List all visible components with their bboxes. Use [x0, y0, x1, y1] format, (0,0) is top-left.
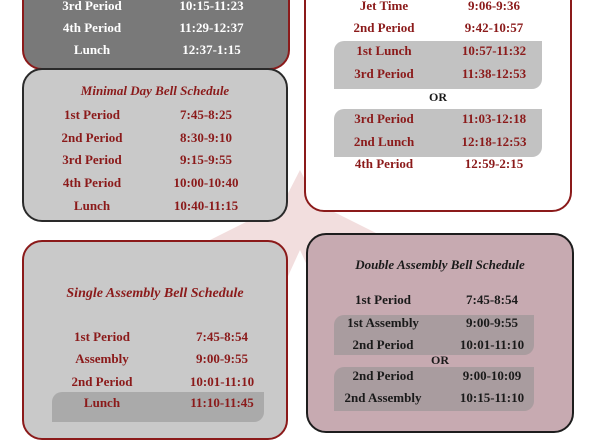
period-label: Lunch	[73, 42, 111, 57]
schedule-row	[308, 313, 572, 333]
schedule-row	[306, 18, 570, 38]
schedule-row	[24, 0, 288, 16]
period-label: 3rd Period	[354, 66, 414, 81]
period-time: 9:00-10:09	[462, 368, 522, 383]
period-time: 7:45-8:54	[196, 329, 248, 344]
single-assembly-schedule-box	[22, 240, 288, 440]
period-label: 3rd Period	[62, 152, 122, 167]
period-time: 12:59-2:15	[464, 156, 524, 171]
minimal-day-schedule-box	[22, 68, 288, 222]
schedule-row	[24, 18, 288, 38]
period-label: 1st Assembly	[347, 315, 419, 330]
period-time: 11:03-12:18	[461, 111, 527, 126]
period-label: 2nd Period	[71, 374, 133, 389]
schedule-row	[24, 372, 286, 392]
period-label: 1st Period	[64, 107, 120, 122]
period-time: 8:30-9:10	[180, 130, 232, 145]
schedule-row	[308, 290, 572, 310]
top-left-schedule-box	[22, 0, 290, 70]
schedule-title: Single Assembly Bell Schedule	[66, 286, 244, 301]
period-time: 10:00-10:40	[173, 175, 239, 190]
schedule-row	[308, 388, 572, 408]
schedule-row	[24, 150, 286, 170]
period-label: 4th Period	[62, 175, 122, 190]
schedule-row	[306, 64, 570, 84]
period-label: Lunch	[73, 198, 111, 213]
schedule-row	[24, 349, 286, 369]
period-time: 10:01-11:10	[459, 337, 525, 352]
period-label: 1st Period	[74, 329, 130, 344]
schedule-row	[306, 132, 570, 152]
period-time: 11:29-12:37	[179, 20, 244, 35]
period-time: 7:45-8:54	[466, 292, 518, 307]
schedule-title: Minimal Day Bell Schedule	[80, 83, 230, 98]
schedule-row	[24, 173, 286, 193]
period-label: Lunch	[83, 395, 121, 410]
period-label: 2nd Assembly	[344, 390, 422, 405]
double-assembly-schedule-box	[306, 233, 574, 433]
period-time: 10:57-11:32	[461, 43, 527, 58]
period-time: 9:06-9:36	[468, 0, 520, 13]
period-time: 10:40-11:15	[173, 198, 239, 213]
schedule-row	[24, 393, 286, 413]
period-label: 2nd Period	[353, 20, 415, 35]
period-label: 3rd Period	[62, 0, 122, 13]
period-time: 9:15-9:55	[180, 152, 232, 167]
period-time: 7:45-8:25	[180, 107, 232, 122]
schedule-row	[308, 366, 572, 386]
period-label: 4th Period	[354, 156, 414, 171]
schedule-row	[24, 196, 286, 216]
top-right-schedule-box	[304, 0, 572, 212]
schedule-row	[24, 105, 286, 125]
period-time: 9:42-10:57	[464, 20, 524, 35]
or-separator: OR	[429, 90, 447, 104]
schedule-row	[24, 327, 286, 347]
period-label: 2nd Period	[352, 368, 414, 383]
period-label: 1st Period	[355, 292, 411, 307]
period-label: 4th Period	[62, 20, 122, 35]
period-time: 11:38-12:53	[461, 66, 527, 81]
period-time: 12:18-12:53	[461, 134, 527, 149]
period-time: 10:01-11:10	[189, 374, 255, 389]
period-time: 9:00-9:55	[196, 351, 248, 366]
schedule-row	[306, 154, 570, 174]
schedule-row	[24, 40, 288, 60]
period-label: Assembly	[75, 351, 129, 366]
period-time: 9:00-9:55	[466, 315, 518, 330]
period-label: 2nd Period	[61, 130, 123, 145]
period-label: Jet Time	[359, 0, 409, 13]
schedule-row	[24, 128, 286, 148]
period-label: 3rd Period	[354, 111, 414, 126]
period-label: 1st Lunch	[356, 43, 412, 58]
period-label: 2nd Lunch	[353, 134, 415, 149]
period-time: 10:15-11:10	[459, 390, 525, 405]
schedule-row	[306, 0, 570, 16]
schedule-row	[306, 41, 570, 61]
schedule-title: Double Assembly Bell Schedule	[355, 257, 525, 272]
schedule-row	[306, 109, 570, 129]
period-label: 2nd Period	[352, 337, 414, 352]
period-time: 11:10-11:45	[190, 395, 254, 410]
period-time: 10:15-11:23	[179, 0, 244, 13]
or-separator: OR	[431, 353, 449, 367]
period-time: 12:37-1:15	[182, 42, 241, 57]
